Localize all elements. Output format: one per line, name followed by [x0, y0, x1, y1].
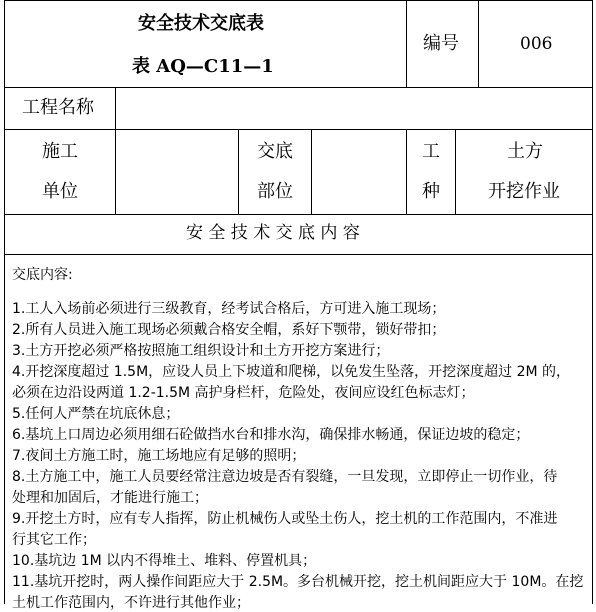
number-label: 编号: [423, 33, 459, 54]
row-divider-unit: [4, 214, 593, 215]
form-code: 表 AQ—C11—1: [132, 56, 274, 77]
header-divider-1: [406, 0, 407, 87]
project-name-label: 工程名称: [22, 97, 94, 118]
unit-divider-3: [311, 129, 312, 214]
construction-unit-label-line2: 单位: [42, 181, 78, 202]
content-line: 5.任何人严禁在坑底休息；: [12, 406, 180, 422]
form-title: 安全技术交底表: [138, 13, 264, 34]
work-type-label-line1: 工: [422, 141, 440, 162]
content-line: 土机工作范围内，不许进行其他作业；: [12, 595, 250, 611]
content-line: 必须在边沿设两道 1.2-1.5M 高护身栏杆，危险处，夜间应设红色标志灯；: [12, 385, 475, 401]
briefing-part-label-line2: 部位: [257, 181, 293, 202]
content-line: 处理和加固后，才能进行施工；: [12, 490, 208, 506]
unit-divider-2: [238, 129, 239, 214]
content-line: 10.基坑边 1M 以内不得堆土、堆料、停置机具；: [12, 553, 317, 569]
number-value: 006: [520, 34, 553, 54]
content-line: 8.土方施工中，施工人员要经常注意边坡是否有裂缝，一旦发现，立即停止一切作业，待: [12, 469, 558, 485]
table-border-top: [4, 0, 593, 1]
work-type-value-line1: 土方: [507, 141, 543, 162]
content-line: 11.基坑开挖时，两人操作间距应大于 2.5M。多台机械开挖，挖土机间距应大于 10M。在挖: [12, 574, 584, 590]
table-border-left: [4, 0, 5, 604]
row-divider-header: [4, 87, 593, 88]
work-type-label-line2: 种: [422, 181, 440, 202]
row-divider-project: [4, 129, 593, 130]
content-line: 9.开挖土方时，应有专人指挥，防止机械伤人或坠土伤人，挖土机的工作范围内，不准进: [12, 511, 558, 527]
unit-divider-1: [115, 129, 116, 214]
header-divider-2: [478, 0, 479, 87]
briefing-part-label-line1: 交底: [257, 141, 293, 162]
project-divider: [115, 87, 116, 129]
table-border-right: [592, 0, 593, 604]
content-line: 行其它工作；: [12, 532, 96, 548]
construction-unit-label-line1: 施工: [42, 141, 78, 162]
row-divider-section: [4, 254, 593, 255]
unit-divider-4: [406, 129, 407, 214]
section-heading: 安 全 技 术 交 底 内 容: [186, 223, 360, 243]
content-line: 7.夜间土方施工时，施工场地应有足够的照明；: [12, 448, 306, 464]
work-type-value-line2: 开挖作业: [488, 181, 560, 202]
content-intro: 交底内容:: [12, 267, 73, 283]
content-line: 1.工人入场前必须进行三级教育，经考试合格后，方可进入施工现场；: [12, 301, 446, 317]
content-line: 2.所有人员进入施工现场必须戴合格安全帽，系好下颚带，锁好带扣；: [12, 322, 446, 338]
unit-divider-5: [455, 129, 456, 214]
content-line: 6.基坑上口周边必须用细石砼做挡水台和排水沟，确保排水畅通，保证边坡的稳定；: [12, 427, 530, 443]
content-line: 4.开挖深度超过 1.5M，应设人员上下坡道和爬梯，以免发生坠落，开挖深度超过 2M 的，: [12, 364, 571, 380]
briefing-content: [12, 266, 592, 612]
content-line: 3.土方开挖必须严格按照施工组织设计和土方开挖方案进行；: [12, 343, 390, 359]
